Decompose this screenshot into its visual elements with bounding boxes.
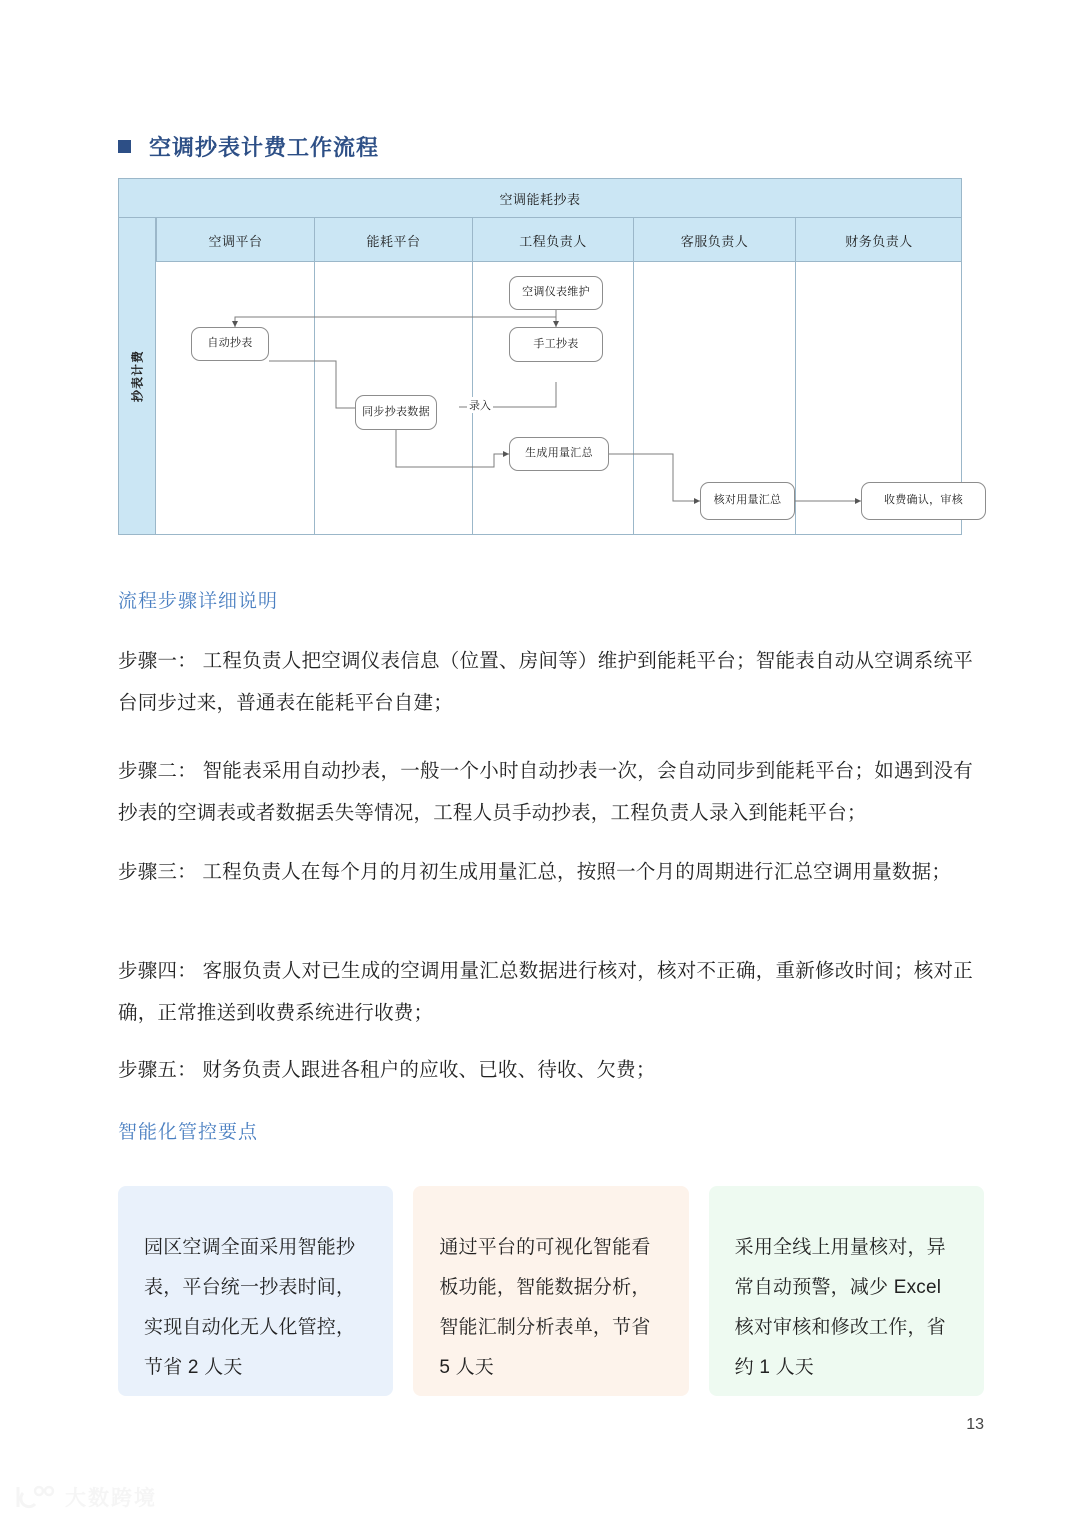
step-paragraph-5: 步骤五： 财务负责人跟进各租户的应收、已收、待收、欠费； <box>118 1059 656 1081</box>
page-title: 空调抄表计费工作流程 <box>149 135 380 160</box>
lane-header-2: 工程负责人 <box>472 218 633 262</box>
lane-header-4: 财务负责人 <box>795 218 962 262</box>
step-paragraph-2: 步骤二： 智能表采用自动抄表，一般一个小时自动抄表一次，会自动同步到能耗平台；如遇到没有抄表的空调表或者数据丢失等情况，工程人员手动抄表，工程负责人录入到能耗平台； <box>118 760 973 824</box>
section-heading <box>118 131 379 162</box>
lane-divider-1 <box>314 262 315 534</box>
edge-label-entry: 录入 <box>467 397 493 413</box>
highlight-card-2: 通过平台的可视化智能看板功能，智能数据分析，智能汇制分析表单，节省 5 人天 <box>413 1186 688 1396</box>
lane-header-3: 客服负责人 <box>633 218 795 262</box>
footer-watermark <box>14 1482 157 1512</box>
flowchart-container <box>118 178 962 535</box>
page-number: 13 <box>966 1416 984 1433</box>
watermark-text: 大数跨境 <box>65 1487 157 1510</box>
lane-header-0: 空调平台 <box>156 218 314 262</box>
step-paragraph-1: 步骤一： 工程负责人把空调仪表信息（位置、房间等）维护到能耗平台；智能表自动从空调系统平台同步过来，普通表在能耗平台自建； <box>118 650 973 714</box>
square-bullet-icon <box>118 140 131 153</box>
lane-divider-3 <box>633 262 634 534</box>
highlights-heading: 智能化管控要点 <box>118 1122 259 1143</box>
highlight-card-3: 采用全线上用量核对，异常自动预警，减少 Excel 核对审核和修改工作，省约 1 人天 <box>709 1186 984 1396</box>
flow-node-gen-summary[interactable]: 生成用量汇总 <box>509 437 609 471</box>
step-paragraph-4: 步骤四： 客服负责人对已生成的空调用量汇总数据进行核对，核对不正确，重新修改时间；核对正确，正常推送到收费系统进行收费； <box>118 960 973 1024</box>
brand-logo-icon <box>14 1484 56 1510</box>
flowchart-title: 空调能耗抄表 <box>119 179 961 218</box>
lane-header-1: 能耗平台 <box>314 218 472 262</box>
flow-node-sync-data[interactable]: 同步抄表数据 <box>355 395 437 430</box>
phase-label: 抄表计费 <box>130 349 145 403</box>
steps-heading: 流程步骤详细说明 <box>118 591 279 612</box>
flow-node-manual-read[interactable]: 手工抄表 <box>509 327 603 362</box>
flow-node-auto-read[interactable]: 自动抄表 <box>191 327 269 361</box>
step-paragraph-3: 步骤三： 工程负责人在每个月的月初生成用量汇总，按照一个月的周期进行汇总空调用量数据； <box>118 861 952 883</box>
highlight-card-1: 园区空调全面采用智能抄表，平台统一抄表时间，实现自动化无人化管控，节省 2 人天 <box>118 1186 393 1396</box>
lane-divider-4 <box>795 262 796 534</box>
flow-node-meter-maint[interactable]: 空调仪表维护 <box>509 276 603 310</box>
flow-node-fee-confirm[interactable]: 收费确认，审核 <box>861 482 986 520</box>
phase-column <box>119 218 156 534</box>
highlight-card-list <box>118 1186 984 1396</box>
flow-node-check-sum[interactable]: 核对用量汇总 <box>700 482 795 520</box>
